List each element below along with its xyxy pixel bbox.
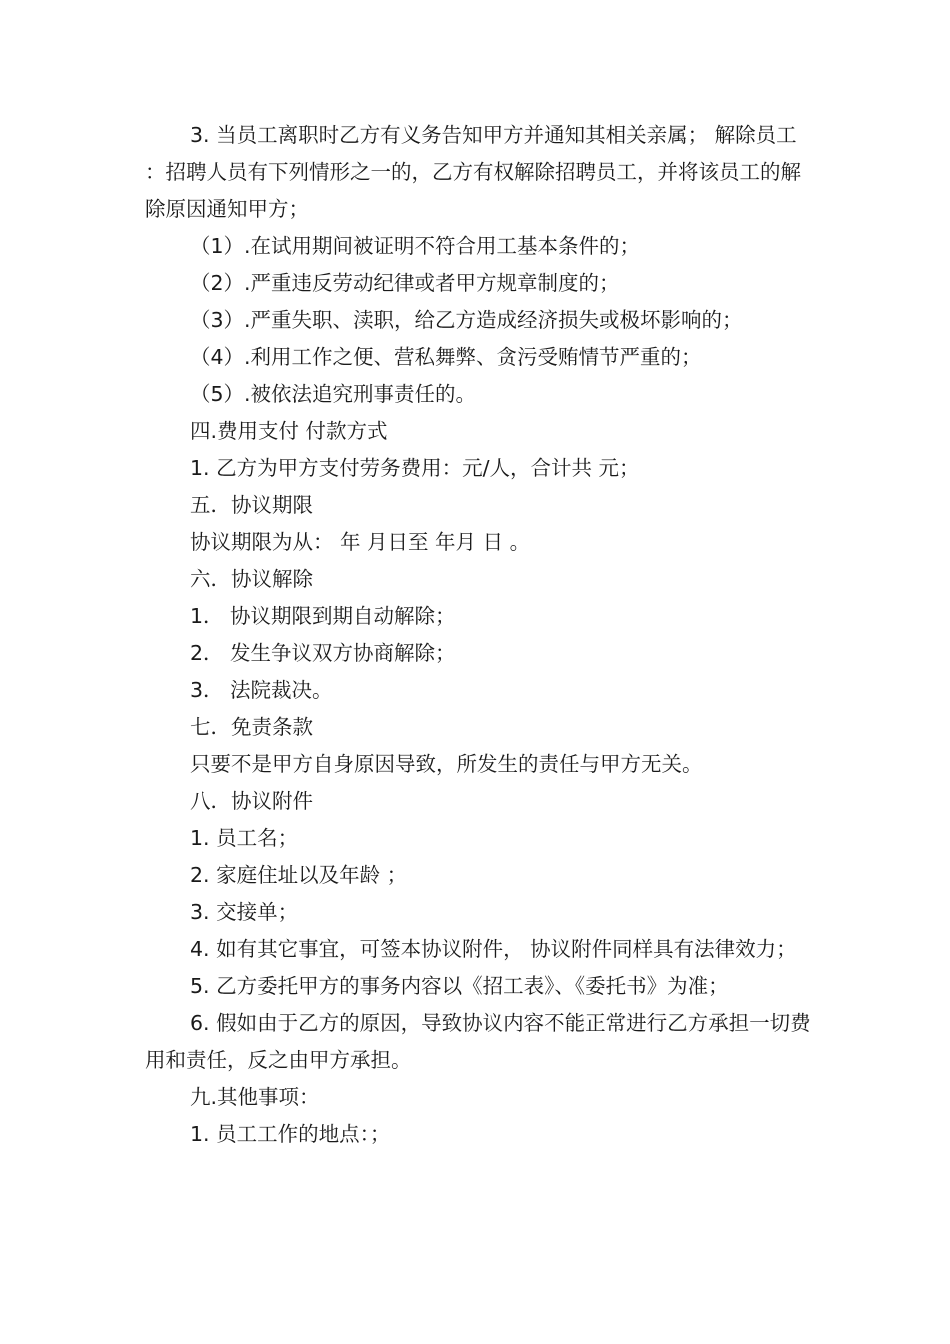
list-item: 1. 员工工作的地点：；	[190, 1122, 391, 1146]
list-item: 4. 如有其它事宜，可签本协议附件， 协议附件同样具有法律效力；	[190, 937, 797, 961]
list-item: 6. 假如由于乙方的原因，导致协议内容不能正常进行乙方承担一切费用和责任，反之由甲方承担。	[145, 1011, 811, 1072]
section-heading-termination: 六．协议解除	[190, 567, 313, 591]
list-item: （3）.严重失职、渎职，给乙方造成经济损失或极坏影响的；	[190, 308, 743, 332]
section-heading-other: 九.其他事项：	[190, 1085, 320, 1109]
list-item: 1． 协议期限到期自动解除；	[190, 604, 456, 628]
section-heading-attachments: 八．协议附件	[190, 789, 313, 813]
list-item: 3． 法院裁决。	[190, 678, 333, 702]
list-item: （5）.被依法追究刑事责任的。	[190, 382, 477, 406]
list-item: （4）.利用工作之便、营私舞弊、贪污受贿情节严重的；	[190, 345, 702, 369]
paragraph-disclaimer: 只要不是甲方自身原因导致，所发生的责任与甲方无关。	[190, 752, 703, 776]
section-heading-payment: 四.费用支付 付款方式	[190, 419, 388, 443]
list-item: 5. 乙方委托甲方的事务内容以《招工表》、《委托书》为准；	[190, 974, 729, 998]
list-item: 2. 家庭住址以及年龄 ；	[190, 863, 408, 887]
list-item: （2）.严重违反劳动纪律或者甲方规章制度的；	[190, 271, 620, 295]
list-item: 1. 乙方为甲方支付劳务费用：元/人，合计共 元；	[190, 456, 640, 480]
list-item: 1. 员工名；	[190, 826, 299, 850]
paragraph-dismissal-clause: 3. 当员工离职时乙方有义务告知甲方并通知其相关亲属； 解除员工 ：招聘人员有下列情形之一的，乙方有权解除招聘员工，并将该员工的解除原因通知甲方；	[145, 123, 801, 221]
section-heading-term: 五．协议期限	[190, 493, 313, 517]
document-body	[145, 117, 815, 1153]
list-item: 2． 发生争议双方协商解除；	[190, 641, 456, 665]
paragraph-term: 协议期限为从： 年 月日至 年月 日 。	[190, 530, 531, 554]
list-item: 3. 交接单；	[190, 900, 299, 924]
list-item: （1）.在试用期间被证明不符合用工基本条件的；	[190, 234, 641, 258]
section-heading-disclaimer: 七．免责条款	[190, 715, 313, 739]
